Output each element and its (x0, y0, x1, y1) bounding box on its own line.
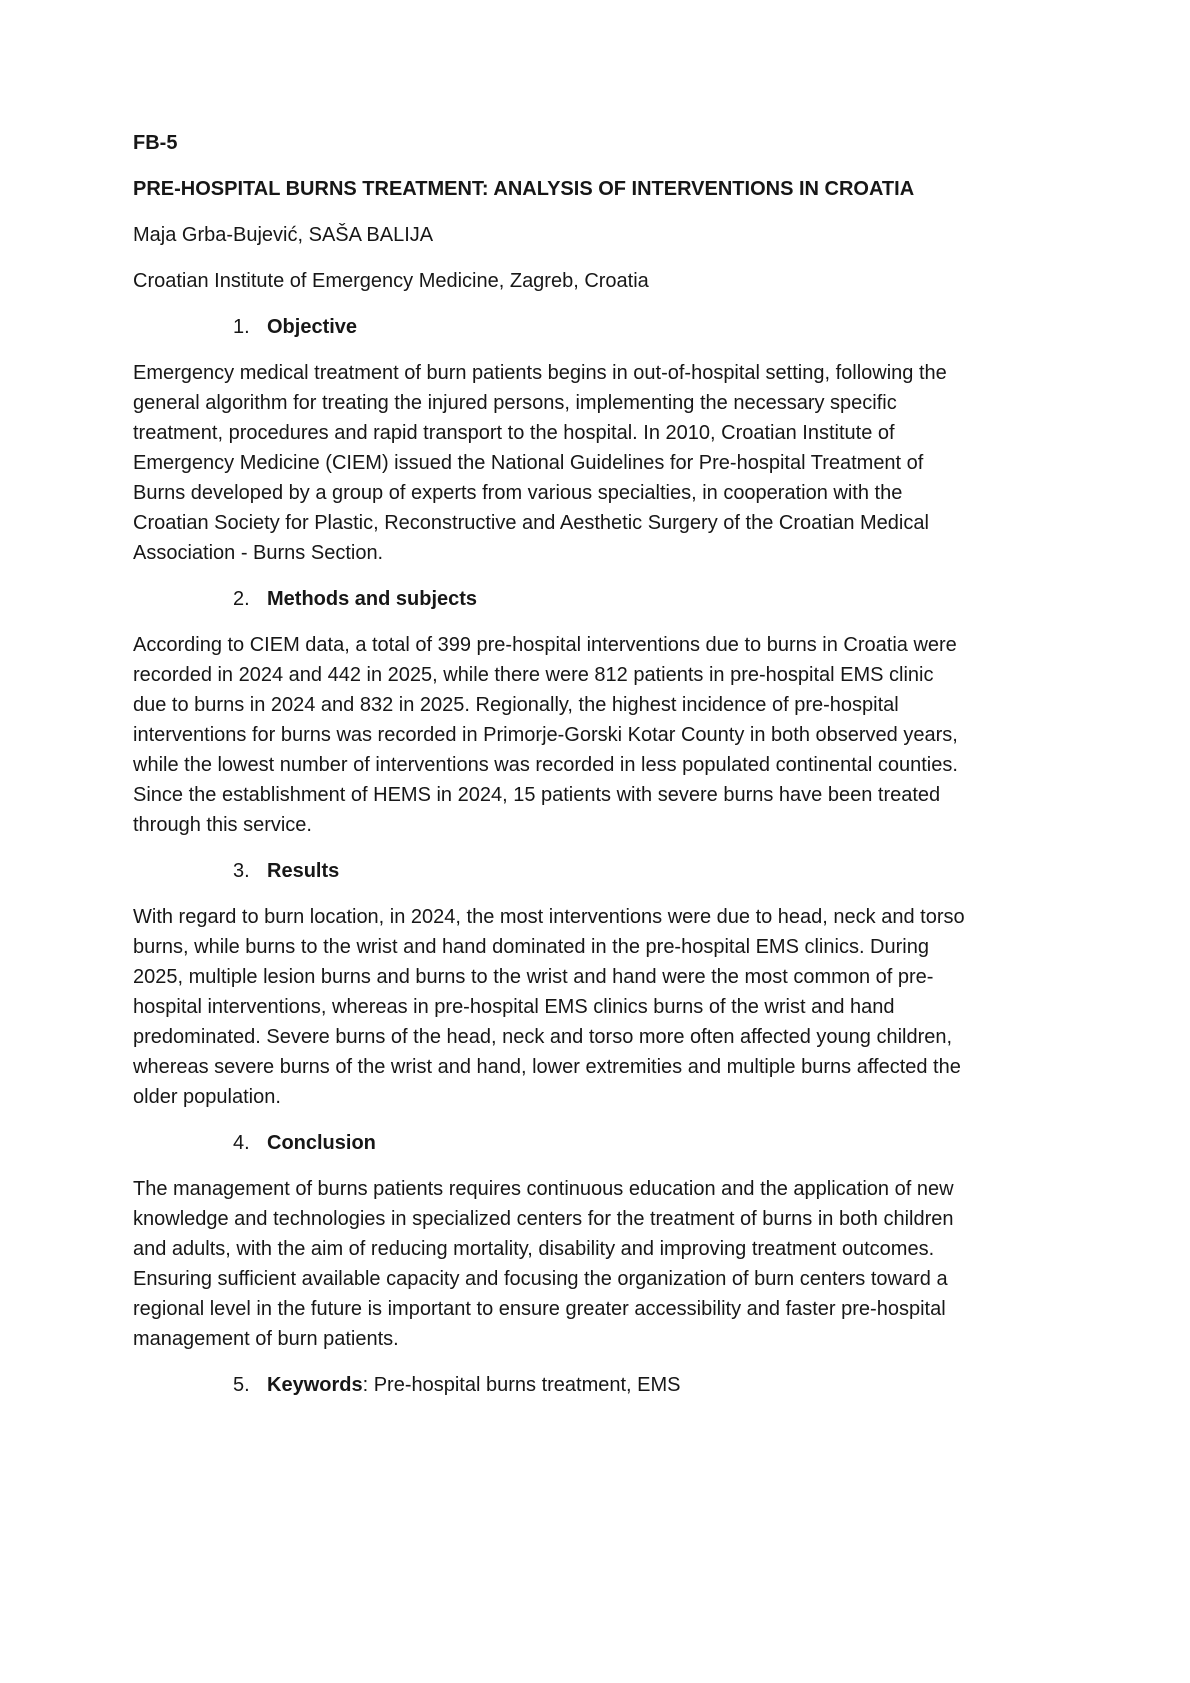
section-number: 3. (233, 860, 250, 882)
section-number: 4. (233, 1132, 250, 1154)
section-title: Objective (267, 316, 358, 338)
section-body-conclusion: The management of burns patients requires continuous education and the application of new knowledge and technologies in specialized centers for the treatment of burns in both children and adults, with the aim of reducing mortality, disability and improving treatment outcomes. Ensuring sufficient available capacity and focusing the organization of burn centers toward a regional level in the future is important to ensure greater accessibility and faster pre-hospital management of burn patients. (133, 1178, 954, 1350)
section-body-methods: According to CIEM data, a total of 399 pre-hospital interventions due to burns in Croatia were recorded in 2024 and 442 in 2025, while there were 812 patients in pre-hospital EMS clinic due to burns in 2024 and 832 in 2025. Regionally, the highest incidence of pre-hospital interventions for burns was recorded in Primorje-Gorski Kotar County in both observed years, while the lowest number of interventions was recorded in less populated continental counties. Since the establishment of HEMS in 2024, 15 patients with severe burns have been treated through this service. (133, 634, 958, 836)
section-title: Methods and subjects (267, 588, 478, 610)
section-heading-methods (133, 584, 965, 614)
section-body-objective: Emergency medical treatment of burn patients begins in out-of-hospital setting, following the general algorithm for treating the injured persons, implementing the necessary specific treatment, procedures and rapid transport to the hospital. In 2010, Croatian Institute of Emergency Medicine (CIEM) issued the National Guidelines for Pre-hospital Treatment of Burns developed by a group of experts from various specialties, in cooperation with the Croatian Society for Plastic, Reconstructive and Aesthetic Surgery of the Croatian Medical Association - Burns Section. (133, 362, 947, 564)
abstract-code: FB-5 (133, 132, 178, 154)
paper-title: PRE-HOSPITAL BURNS TREATMENT: ANALYSIS OF INTERVENTIONS IN CROATIA (133, 178, 915, 200)
section-heading-conclusion (133, 1128, 965, 1158)
section-number: 5. (233, 1374, 250, 1396)
authors-line: Maja Grba-Bujević, SAŠA BALIJA (133, 224, 434, 246)
section-title: Conclusion (267, 1132, 376, 1154)
section-heading-keywords (133, 1370, 965, 1400)
affiliation-line: Croatian Institute of Emergency Medicine, Zagreb, Croatia (133, 270, 649, 292)
section-number: 1. (233, 316, 250, 338)
section-title: Results (267, 860, 340, 882)
section-number: 2. (233, 588, 250, 610)
section-heading-results (133, 856, 965, 886)
section-body-results: With regard to burn location, in 2024, the most interventions were due to head, neck and torso burns, while burns to the wrist and hand dominated in the pre-hospital EMS clinics. During 2025, multiple lesion burns and burns to the wrist and hand were the most common of pre-hospital interventions, whereas in pre-hospital EMS clinics burns of the wrist and hand predominated. Severe burns of the head, neck and torso more often affected young children, whereas severe burns of the wrist and hand, lower extremities and multiple burns affected the older population. (133, 906, 965, 1108)
keywords-text: : Pre-hospital burns treatment, EMS (362, 1374, 681, 1396)
section-title: Keywords (267, 1374, 363, 1396)
section-heading-objective (133, 312, 965, 342)
